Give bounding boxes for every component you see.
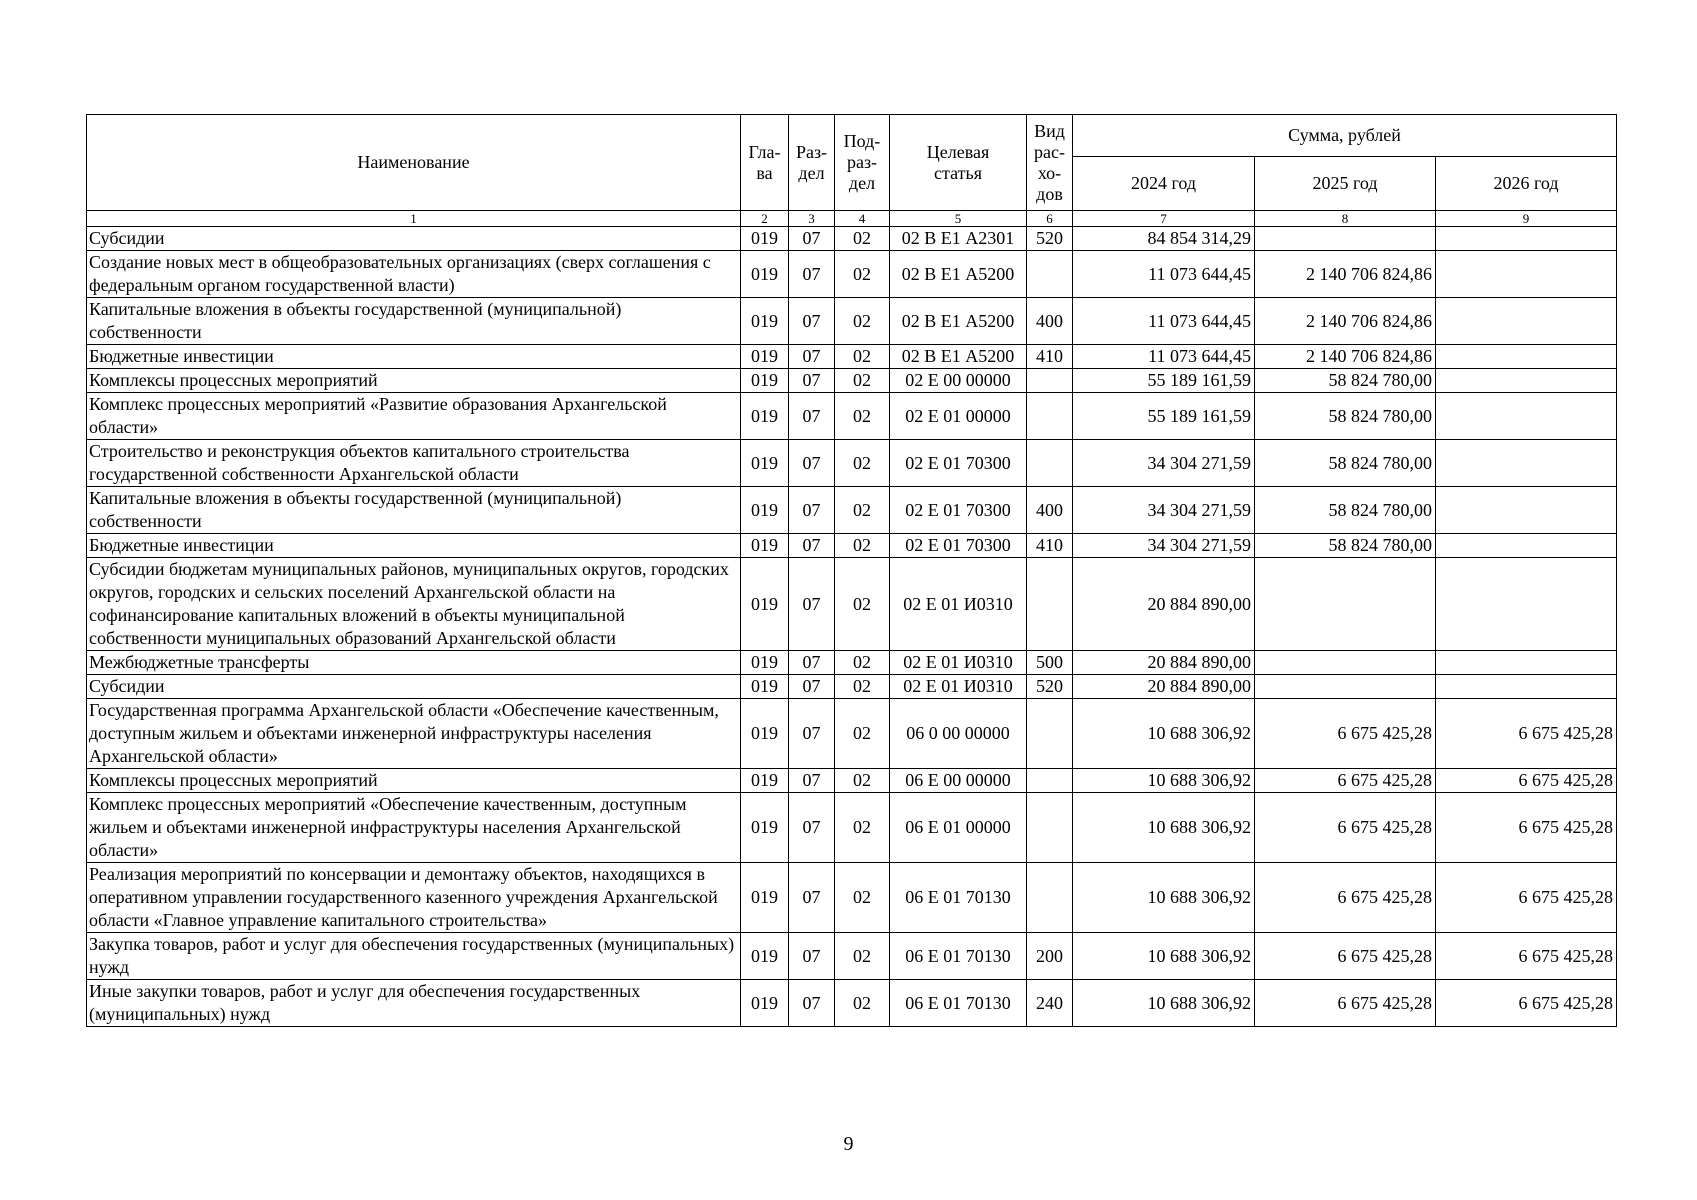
cell-podrazdel: 02	[835, 675, 890, 699]
table-row	[87, 933, 1617, 980]
cell-razdel: 07	[789, 227, 835, 251]
cell-y2026	[1436, 369, 1617, 393]
cell-y2026: 6 675 425,28	[1436, 980, 1617, 1027]
cell-y2025: 2 140 706 824,86	[1255, 345, 1436, 369]
cell-vr: 410	[1027, 534, 1073, 558]
cell-razdel: 07	[789, 980, 835, 1027]
cell-glava: 019	[741, 769, 789, 793]
cell-y2024: 55 189 161,59	[1073, 393, 1255, 440]
cell-glava: 019	[741, 699, 789, 769]
table-row	[87, 558, 1617, 651]
cell-name: Иные закупки товаров, работ и услуг для обеспечения государственных (муниципальных) нужд	[87, 980, 741, 1027]
cell-name: Комплекс процессных мероприятий «Развитие образования Архангельской области»	[87, 393, 741, 440]
cell-y2024: 11 073 644,45	[1073, 251, 1255, 298]
cell-y2024: 20 884 890,00	[1073, 558, 1255, 651]
cell-cs: 02 Е 01 И0310	[890, 675, 1027, 699]
cell-razdel: 07	[789, 651, 835, 675]
cell-name: Реализация мероприятий по консервации и демонтажу объектов, находящихся в оперативном управлении государственного казенного учреждения Архангельской области «Главное управление капитального строительства»	[87, 863, 741, 933]
cell-cs: 06 0 00 00000	[890, 699, 1027, 769]
table-row	[87, 369, 1617, 393]
column-number: 2	[741, 211, 789, 227]
cell-name: Межбюджетные трансферты	[87, 651, 741, 675]
cell-name: Комплексы процессных мероприятий	[87, 769, 741, 793]
cell-y2025: 6 675 425,28	[1255, 793, 1436, 863]
cell-cs: 02 В Е1 А5200	[890, 251, 1027, 298]
table-row	[87, 980, 1617, 1027]
cell-vr: 520	[1027, 675, 1073, 699]
cell-y2024: 10 688 306,92	[1073, 699, 1255, 769]
cell-y2025: 58 824 780,00	[1255, 393, 1436, 440]
cell-y2026	[1436, 251, 1617, 298]
cell-name: Строительство и реконструкция объектов капитального строительства государственной собственности Архангельской области	[87, 440, 741, 487]
cell-y2025: 6 675 425,28	[1255, 863, 1436, 933]
table-row	[87, 793, 1617, 863]
cell-name: Бюджетные инвестиции	[87, 534, 741, 558]
cell-y2024: 84 854 314,29	[1073, 227, 1255, 251]
col-header-name: Наименование	[87, 115, 741, 211]
cell-glava: 019	[741, 558, 789, 651]
cell-y2026	[1436, 298, 1617, 345]
cell-y2026	[1436, 487, 1617, 534]
cell-y2026: 6 675 425,28	[1436, 699, 1617, 769]
cell-name: Капитальные вложения в объекты государственной (муниципальной) собственности	[87, 298, 741, 345]
cell-vr: 400	[1027, 487, 1073, 534]
cell-y2026	[1436, 440, 1617, 487]
cell-razdel: 07	[789, 863, 835, 933]
cell-name: Закупка товаров, работ и услуг для обеспечения государственных (муниципальных) нужд	[87, 933, 741, 980]
table-row	[87, 345, 1617, 369]
cell-podrazdel: 02	[835, 298, 890, 345]
cell-y2025: 58 824 780,00	[1255, 440, 1436, 487]
cell-glava: 019	[741, 980, 789, 1027]
cell-y2026	[1436, 675, 1617, 699]
table-row	[87, 298, 1617, 345]
cell-podrazdel: 02	[835, 863, 890, 933]
cell-razdel: 07	[789, 440, 835, 487]
col-header-glava: Гла- ва	[741, 115, 789, 211]
cell-razdel: 07	[789, 251, 835, 298]
cell-cs: 06 Е 01 70130	[890, 980, 1027, 1027]
cell-vr: 500	[1027, 651, 1073, 675]
column-number: 8	[1255, 211, 1436, 227]
cell-glava: 019	[741, 675, 789, 699]
cell-y2025: 58 824 780,00	[1255, 487, 1436, 534]
cell-y2024: 10 688 306,92	[1073, 980, 1255, 1027]
cell-cs: 02 В Е1 А5200	[890, 345, 1027, 369]
cell-y2024: 34 304 271,59	[1073, 487, 1255, 534]
cell-y2024: 20 884 890,00	[1073, 651, 1255, 675]
table-row	[87, 651, 1617, 675]
cell-glava: 019	[741, 369, 789, 393]
cell-podrazdel: 02	[835, 534, 890, 558]
column-number: 5	[890, 211, 1027, 227]
cell-y2025	[1255, 675, 1436, 699]
cell-y2025: 58 824 780,00	[1255, 369, 1436, 393]
cell-name: Субсидии бюджетам муниципальных районов, муниципальных округов, городских округов, городских и сельских поселений Архангельской области на софинансирование капитальных вложений в объекты муниципальной собственности муниципальных образований Архангельской области	[87, 558, 741, 651]
cell-cs: 06 Е 01 70130	[890, 863, 1027, 933]
cell-cs: 02 В Е1 А2301	[890, 227, 1027, 251]
cell-y2026: 6 675 425,28	[1436, 933, 1617, 980]
cell-glava: 019	[741, 227, 789, 251]
cell-razdel: 07	[789, 769, 835, 793]
cell-glava: 019	[741, 534, 789, 558]
cell-cs: 06 Е 01 70130	[890, 933, 1027, 980]
cell-cs: 02 Е 00 00000	[890, 369, 1027, 393]
column-number: 4	[835, 211, 890, 227]
cell-razdel: 07	[789, 933, 835, 980]
cell-name: Комплексы процессных мероприятий	[87, 369, 741, 393]
cell-y2026	[1436, 227, 1617, 251]
cell-y2024: 55 189 161,59	[1073, 369, 1255, 393]
table-row	[87, 487, 1617, 534]
cell-razdel: 07	[789, 345, 835, 369]
cell-podrazdel: 02	[835, 933, 890, 980]
col-header-razdel: Раз- дел	[789, 115, 835, 211]
cell-podrazdel: 02	[835, 793, 890, 863]
page-number: 9	[843, 1133, 854, 1155]
cell-glava: 019	[741, 345, 789, 369]
cell-y2024: 11 073 644,45	[1073, 298, 1255, 345]
cell-y2025: 58 824 780,00	[1255, 534, 1436, 558]
cell-podrazdel: 02	[835, 440, 890, 487]
cell-y2026	[1436, 651, 1617, 675]
cell-vr	[1027, 793, 1073, 863]
table-row	[87, 251, 1617, 298]
column-number: 9	[1436, 211, 1617, 227]
cell-podrazdel: 02	[835, 980, 890, 1027]
cell-y2024: 10 688 306,92	[1073, 793, 1255, 863]
cell-y2025: 2 140 706 824,86	[1255, 251, 1436, 298]
cell-vr	[1027, 699, 1073, 769]
cell-y2024: 20 884 890,00	[1073, 675, 1255, 699]
cell-name: Субсидии	[87, 227, 741, 251]
cell-vr	[1027, 558, 1073, 651]
col-header-summa: Сумма, рублей	[1073, 115, 1617, 157]
cell-vr	[1027, 251, 1073, 298]
cell-razdel: 07	[789, 393, 835, 440]
cell-razdel: 07	[789, 369, 835, 393]
cell-y2025	[1255, 227, 1436, 251]
cell-name: Государственная программа Архангельской области «Обеспечение качественным, доступным жильем и объектами инженерной инфраструктуры населения Архангельской области»	[87, 699, 741, 769]
cell-podrazdel: 02	[835, 369, 890, 393]
cell-y2024: 10 688 306,92	[1073, 863, 1255, 933]
cell-cs: 02 Е 01 И0310	[890, 651, 1027, 675]
cell-razdel: 07	[789, 487, 835, 534]
cell-podrazdel: 02	[835, 487, 890, 534]
cell-podrazdel: 02	[835, 558, 890, 651]
cell-vr: 410	[1027, 345, 1073, 369]
cell-podrazdel: 02	[835, 769, 890, 793]
table-row	[87, 393, 1617, 440]
cell-razdel: 07	[789, 558, 835, 651]
budget-table	[86, 114, 1617, 1027]
table-body	[87, 227, 1617, 1027]
cell-y2024: 10 688 306,92	[1073, 769, 1255, 793]
table-row	[87, 440, 1617, 487]
cell-podrazdel: 02	[835, 393, 890, 440]
cell-y2025: 6 675 425,28	[1255, 980, 1436, 1027]
cell-glava: 019	[741, 487, 789, 534]
cell-vr	[1027, 369, 1073, 393]
cell-glava: 019	[741, 393, 789, 440]
cell-cs: 06 Е 01 00000	[890, 793, 1027, 863]
col-header-vid: Вид рас- хо- дов	[1027, 115, 1073, 211]
column-number: 7	[1073, 211, 1255, 227]
cell-razdel: 07	[789, 534, 835, 558]
cell-y2026	[1436, 345, 1617, 369]
cell-podrazdel: 02	[835, 699, 890, 769]
col-header-2024: 2024 год	[1073, 157, 1255, 211]
cell-glava: 019	[741, 651, 789, 675]
table-row	[87, 675, 1617, 699]
col-header-celevaya: Целевая статья	[890, 115, 1027, 211]
cell-cs: 06 Е 00 00000	[890, 769, 1027, 793]
column-number: 1	[87, 211, 741, 227]
cell-y2026: 6 675 425,28	[1436, 769, 1617, 793]
cell-y2025: 6 675 425,28	[1255, 933, 1436, 980]
column-number: 6	[1027, 211, 1073, 227]
col-header-podrazdel: Под- раз- дел	[835, 115, 890, 211]
cell-y2026	[1436, 534, 1617, 558]
cell-y2024: 10 688 306,92	[1073, 933, 1255, 980]
cell-glava: 019	[741, 863, 789, 933]
cell-podrazdel: 02	[835, 345, 890, 369]
cell-y2025	[1255, 651, 1436, 675]
cell-glava: 019	[741, 251, 789, 298]
cell-cs: 02 В Е1 А5200	[890, 298, 1027, 345]
cell-vr: 400	[1027, 298, 1073, 345]
cell-y2025: 6 675 425,28	[1255, 699, 1436, 769]
cell-y2026	[1436, 558, 1617, 651]
budget-table-sheet	[86, 114, 1616, 1027]
cell-cs: 02 Е 01 00000	[890, 393, 1027, 440]
cell-name: Субсидии	[87, 675, 741, 699]
table-row	[87, 863, 1617, 933]
cell-glava: 019	[741, 933, 789, 980]
cell-vr	[1027, 769, 1073, 793]
cell-y2026	[1436, 393, 1617, 440]
col-header-2026: 2026 год	[1436, 157, 1617, 211]
table-row	[87, 769, 1617, 793]
cell-vr: 240	[1027, 980, 1073, 1027]
cell-razdel: 07	[789, 675, 835, 699]
cell-vr: 200	[1027, 933, 1073, 980]
cell-name: Создание новых мест в общеобразовательных организациях (сверх соглашения с федеральным органом государственной власти)	[87, 251, 741, 298]
cell-cs: 02 Е 01 70300	[890, 487, 1027, 534]
cell-cs: 02 Е 01 70300	[890, 440, 1027, 487]
cell-razdel: 07	[789, 793, 835, 863]
cell-vr	[1027, 440, 1073, 487]
cell-name: Комплекс процессных мероприятий «Обеспечение качественным, доступным жильем и объектами инженерной инфраструктуры населения Архангельской области»	[87, 793, 741, 863]
table-row	[87, 227, 1617, 251]
cell-glava: 019	[741, 298, 789, 345]
cell-y2024: 11 073 644,45	[1073, 345, 1255, 369]
cell-razdel: 07	[789, 298, 835, 345]
cell-glava: 019	[741, 793, 789, 863]
cell-cs: 02 Е 01 И0310	[890, 558, 1027, 651]
cell-y2024: 34 304 271,59	[1073, 440, 1255, 487]
cell-y2026: 6 675 425,28	[1436, 863, 1617, 933]
cell-y2025	[1255, 558, 1436, 651]
column-numbers-row	[87, 211, 1617, 227]
cell-razdel: 07	[789, 699, 835, 769]
cell-vr: 520	[1027, 227, 1073, 251]
cell-y2025: 2 140 706 824,86	[1255, 298, 1436, 345]
cell-glava: 019	[741, 440, 789, 487]
cell-name: Бюджетные инвестиции	[87, 345, 741, 369]
col-header-2025: 2025 год	[1255, 157, 1436, 211]
column-number: 3	[789, 211, 835, 227]
cell-y2025: 6 675 425,28	[1255, 769, 1436, 793]
cell-y2026: 6 675 425,28	[1436, 793, 1617, 863]
table-row	[87, 534, 1617, 558]
cell-podrazdel: 02	[835, 227, 890, 251]
cell-name: Капитальные вложения в объекты государственной (муниципальной) собственности	[87, 487, 741, 534]
cell-vr	[1027, 863, 1073, 933]
table-row	[87, 699, 1617, 769]
cell-y2024: 34 304 271,59	[1073, 534, 1255, 558]
cell-podrazdel: 02	[835, 251, 890, 298]
cell-cs: 02 Е 01 70300	[890, 534, 1027, 558]
cell-vr	[1027, 393, 1073, 440]
cell-podrazdel: 02	[835, 651, 890, 675]
